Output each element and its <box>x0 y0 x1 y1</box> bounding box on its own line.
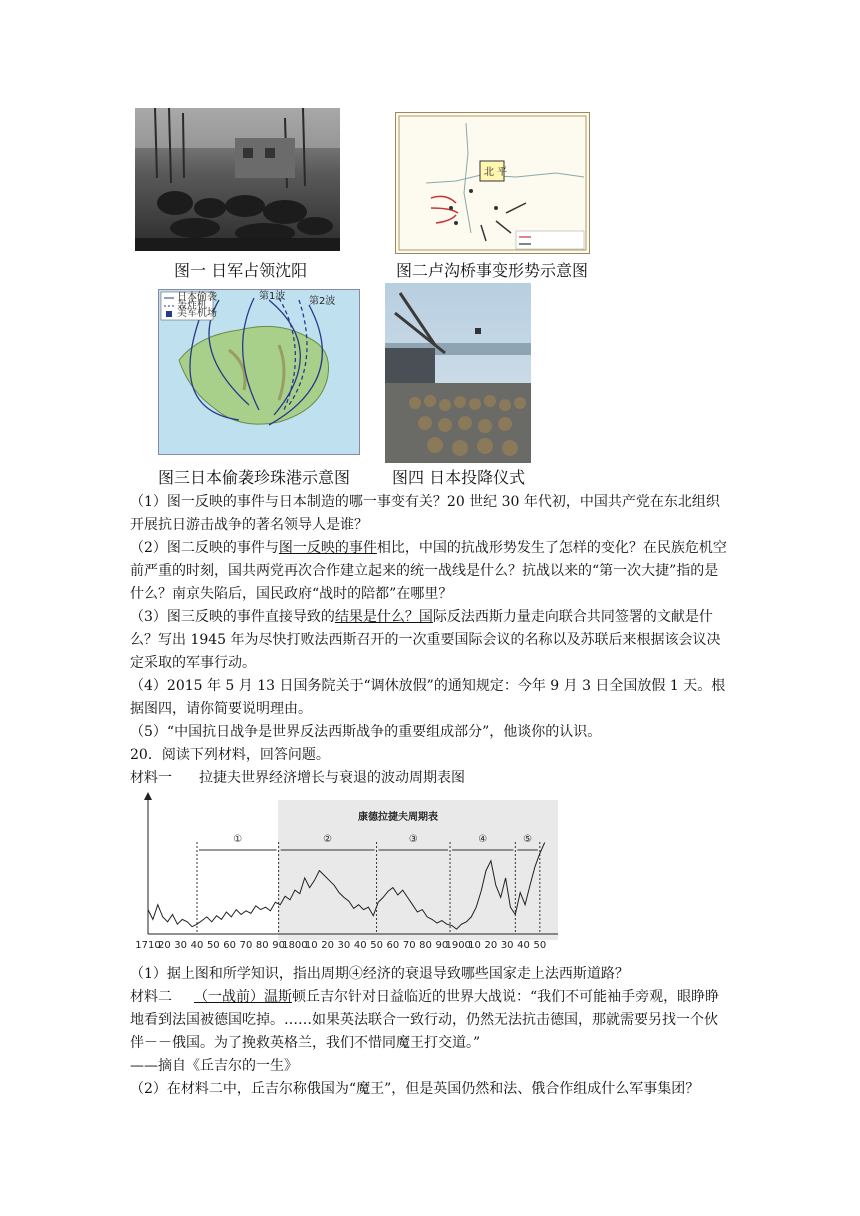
x-tick-label: 40 <box>353 940 367 951</box>
wave-note-1: 第1波 <box>259 291 286 302</box>
figure-2-caption: 图二卢沟桥事变形势示意图 <box>396 261 589 280</box>
map-lugouqiao-incident <box>395 112 590 254</box>
q19-part-3-b: 际反法西斯力量走向联合共同签署的文献是什么？写出 1945 年为尽快打败法西斯召开的一次重要国际会议的名称以及苏联后来根据该会议决定采取的军事行动。 <box>130 609 721 671</box>
x-tick-label: 70 <box>402 940 416 951</box>
x-tick-label: 1800 <box>282 940 308 951</box>
figure-4-caption: 图四 日本投降仪式 <box>392 468 526 487</box>
q20-heading: 20．阅读下列材料，回答问题。 <box>130 747 330 763</box>
period-label: ③ <box>408 834 418 845</box>
x-tick-label: 50 <box>370 940 383 951</box>
legend-item-attack: 日本偷袭 <box>177 292 217 303</box>
period-label: ② <box>323 834 333 845</box>
q19-part-1: （1）图一反映的事件与日本制造的哪一事变有关？20 世纪 30 年代初，中国共产党在东北组织开展抗日游击战争的著名领导人是谁？ <box>130 494 720 533</box>
figure-3-caption: 图三日本偷袭珍珠港示意图 <box>158 468 351 487</box>
x-tick-label: 50 <box>206 940 220 951</box>
material-2-underline: （一战前）温斯 <box>194 989 292 1005</box>
q20-question-2: （2）在材料二中，丘吉尔称俄国为“魔王”，但是英国仍然和法、俄合作组成什么军事集团？ <box>130 1081 700 1097</box>
x-tick-label: 90 <box>435 940 449 951</box>
material-1-title: 拉捷夫世界经济增长与衰退的波动周期表图 <box>199 770 465 786</box>
city-label-beiping: 北 平 <box>484 167 508 178</box>
x-tick-label: 80 <box>255 940 269 951</box>
q19-part-3-underline: 结果是什么？国 <box>334 609 433 625</box>
x-tick-label: 20 <box>157 940 171 951</box>
kondratiev-chart <box>128 792 560 952</box>
q19-part-2 <box>130 537 730 606</box>
material-2 <box>130 986 730 1055</box>
x-tick-label: 60 <box>223 940 236 951</box>
legend-item-airfield: 美军机场 <box>177 308 217 319</box>
x-tick-label: 40 <box>517 940 530 951</box>
q19-part-3-a: （3）图三反映的事件直接导致的 <box>130 609 335 625</box>
x-tick-label: 90 <box>272 940 285 951</box>
photo-japanese-occupy-shenyang <box>135 108 340 251</box>
material-2-text: 顿丘吉尔针对日益临近的世界大战说：“我们不可能袖手旁观，眼睁睁地看到法国被德国吃掉。……如果英法联合一致行动，仍然无法抗击德国，那就需要另找一个伙伴－－俄国。为了挽救英格兰，我们不惜同魔王打交道。” <box>130 989 720 1051</box>
q19-part-4: （4）2015 年 5 月 13 日国务院关于“调休放假”的通知规定：今年 9 月 3 日全国放假 1 天。根据图四，请你简要说明理由。 <box>130 678 726 717</box>
material-2-label: 材料二 <box>130 989 172 1005</box>
q20-question-1: （1）据上图和所学知识，指出周期④经济的衰退导致哪些国家走上法西斯道路？ <box>130 966 629 982</box>
x-tick-label: 20 <box>321 940 334 951</box>
map-pearl-harbor-attack <box>158 289 360 455</box>
x-tick-label: 40 <box>190 940 204 951</box>
legend-item-bomber: 轰炸机 <box>177 300 207 311</box>
x-tick-label: 10 <box>304 940 318 951</box>
x-tick-label: 50 <box>533 940 547 951</box>
x-tick-label: 30 <box>500 940 514 951</box>
figure-1-caption: 图一 日军占领沈阳 <box>174 261 308 280</box>
period-label: ① <box>233 834 243 845</box>
x-tick-label: 1900 <box>445 940 471 951</box>
x-tick-label: 60 <box>386 940 400 951</box>
period-label: ④ <box>478 834 488 845</box>
q19-part-2-underline: 图一反映的事件 <box>278 540 377 556</box>
material-1-label: 材料一 <box>130 770 172 786</box>
wave-note-2: 第2波 <box>309 296 336 307</box>
x-tick-label: 20 <box>484 940 498 951</box>
period-label: ⑤ <box>523 834 533 845</box>
x-tick-label: 30 <box>337 940 351 951</box>
photo-japan-surrender-ceremony <box>385 283 531 463</box>
q19-part-2-b: 相比，中国的抗战形势发生了怎样的变化？在民族危机空前严重的时刻，国共两党再次合作建立起来的统一战线是什么？抗战以来的“第一次大捷”指的是什么？南京失陷后，国民政府“战时的陪都”在哪里？ <box>130 540 727 602</box>
x-tick-label: 30 <box>174 940 188 951</box>
x-tick-label: 1710 <box>135 940 161 951</box>
q19-part-3 <box>130 606 730 675</box>
x-tick-label: 10 <box>468 940 481 951</box>
x-tick-label: 70 <box>239 940 253 951</box>
material-2-source: ——摘自《丘吉尔的一生》 <box>130 1058 298 1074</box>
q19-part-5: （5）“中国抗日战争是世界反法西斯战争的重要组成部分”，他谈你的认识。 <box>130 724 602 740</box>
x-tick-label: 80 <box>419 940 432 951</box>
q19-part-2-a: （2）图二反映的事件与 <box>130 540 279 556</box>
chart-title: 康德拉捷夫周期表 <box>358 812 438 823</box>
